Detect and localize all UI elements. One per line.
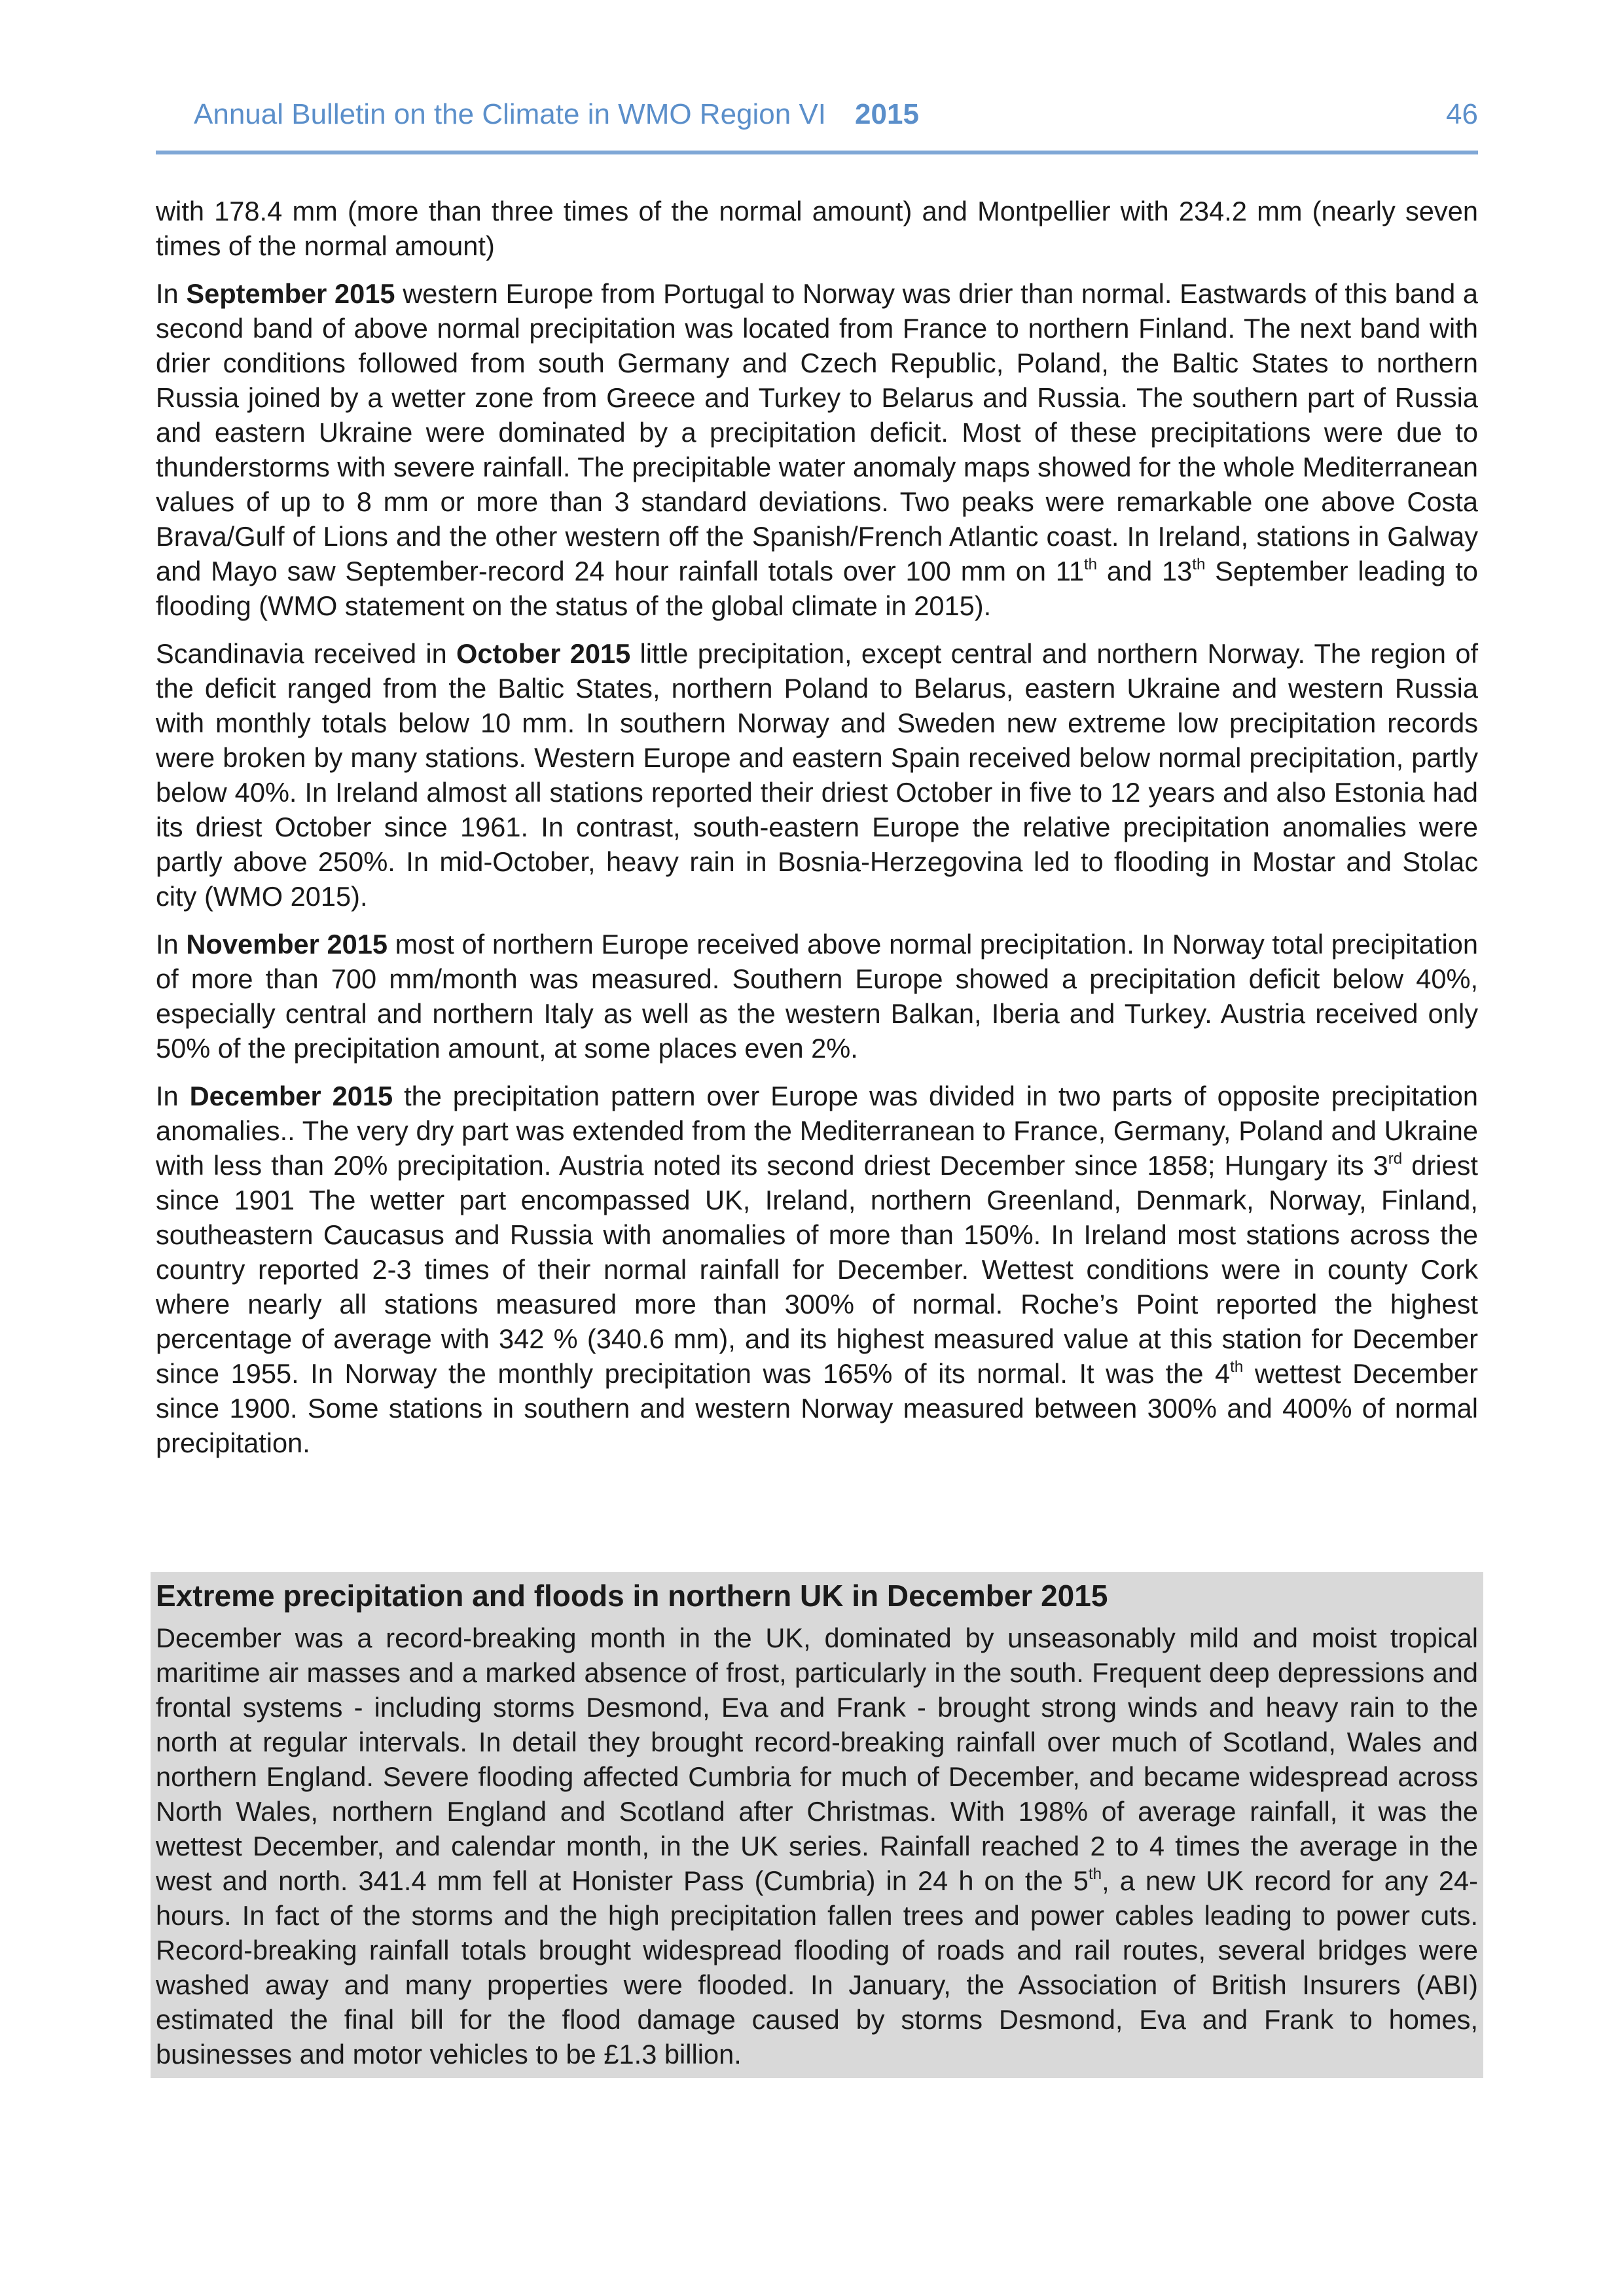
paragraph-november (156, 927, 1478, 1066)
text-run: Scandinavia received in (156, 638, 456, 669)
bulletin-title-text: Annual Bulletin on the Climate in WMO Region VI (194, 98, 827, 130)
main-text (156, 194, 1478, 1473)
paragraph-september (156, 276, 1478, 623)
text-run: the precipitation pattern over Europe was divided in two parts of opposite precipitation anomalies.. The very dry part was extended from the Mediterranean to France, Germany, Poland and Ukraine with less than 20% precipitation. Austria noted its second driest December since 1858; Hungary its 3 (156, 1081, 1478, 1181)
text-run: In (156, 1081, 190, 1111)
paragraph-text: with 178.4 mm (more than three times of the normal amount) and Montpellier with 234.2 mm (nearly seven times of the normal amount) (156, 196, 1478, 261)
text-run: most of northern Europe received above normal precipitation. In Norway total precipitation of more than 700 mm/month was measured. Southern Europe showed a precipitation deficit below 40%, especially central and northern Italy as well as the western Balkan, Iberia and Turkey. Austria received only 50% of the precipitation amount, at some places even 2%. (156, 929, 1479, 1064)
box-paragraph (156, 1621, 1478, 2072)
highlight-box (151, 1572, 1483, 2078)
box-title: Extreme precipitation and floods in northern UK in December 2015 (156, 1579, 1108, 1613)
page-number: 46 (1446, 98, 1478, 130)
page-header (156, 89, 1478, 154)
ordinal-suffix: rd (1388, 1149, 1403, 1168)
month-label: December 2015 (189, 1081, 393, 1111)
text-run: , a new UK record for any 24-hours. In fact of the storms and the high precipitation fallen trees and power cables leading to power cuts. Record-breaking rainfall totals brought widespread flooding of roads and rail routes, several bridges were washed away and many properties were flooded. In January, the Association of British Insurers (ABI) estimated the final bill for the flood damage caused by storms Desmond, Eva and Frank to homes, businesses and motor vehicles to be £1.3 billion. (156, 1865, 1479, 2070)
text-run: western Europe from Portugal to Norway was drier than normal. Eastwards of this band a second band of above normal precipitation was located from France to northern Finland. The next band with drier conditions followed from south Germany and Czech Republic, Poland, the Baltic States to northern Russia joined by a wetter zone from Greece and Turkey to Belarus and Russia. The southern part of Russia and eastern Ukraine were dominated by a precipitation deficit. Most of these precipitations were due to thunderstorms with severe rainfall. The precipitable water anomaly maps showed for the whole Mediterranean values of up to 8 mm or more than 3 standard deviations. Two peaks were remarkable one above Costa Brava/Gulf of Lions and the other western off the Spanish/French Atlantic coast. In Ireland, stations in Galway and Mayo saw September-record 24 hour rainfall totals over 100 mm on 11 (156, 278, 1479, 586)
bulletin-title (194, 98, 919, 131)
text-run: September leading to flooding (WMO statement on the status of the global climate in 2015). (156, 556, 1478, 621)
month-label: November 2015 (186, 929, 388, 960)
ordinal-suffix: th (1083, 555, 1098, 573)
bulletin-year: 2015 (855, 98, 919, 130)
month-label: October 2015 (456, 638, 631, 669)
paragraph-december (156, 1079, 1478, 1460)
paragraph-october (156, 636, 1478, 914)
text-run: In (156, 278, 187, 309)
text-run: December was a record-breaking month in the UK, dominated by unseasonably mild and moist tropical maritime air masses and a marked absence of frost, particularly in the south. Frequent deep depressions and frontal systems - including storms Desmond, Eva and Frank - brought strong winds and heavy rain to the north at regular intervals. In detail they brought record-breaking rainfall over much of Scotland, Wales and northern England. Severe flooding affected Cumbria for much of December, and became widespread across North Wales, northern England and Scotland after Christmas. With 198% of average rainfall, it was the wettest December, and calendar month, in the UK series. Rainfall reached 2 to 4 times the average in the west and north. 341.4 mm fell at Honister Pass (Cumbria) in 24 h on the 5 (156, 1623, 1478, 1896)
text-run: wettest December since 1900. Some stations in southern and western Norway measured between 300% and 400% of normal precipitation. (156, 1358, 1479, 1458)
text-run: driest since 1901 The wetter part encompassed UK, Ireland, northern Greenland, Denmark, Norway, Finland, southeastern Caucasus and Russia with anomalies of more than 150%. In Ireland most stations across the country reported 2-3 times of their normal rainfall for December. Wettest conditions were in county Cork where nearly all stations measured more than 300% of normal. Roche’s Point reported the highest percentage of average with 342 % (340.6 mm), and its highest measured value at this station for December since 1955. In Norway the monthly precipitation was 165% of its normal. It was the 4 (156, 1150, 1478, 1389)
text-run: and 13 (1097, 556, 1193, 586)
text-run: In (156, 929, 187, 960)
month-label: September 2015 (186, 278, 395, 309)
paragraph-continuation (156, 194, 1478, 263)
ordinal-suffix: th (1088, 1865, 1102, 1883)
ordinal-suffix: th (1230, 1357, 1244, 1376)
ordinal-suffix: th (1192, 555, 1206, 573)
text-run: little precipitation, except central and northern Norway. The region of the deficit ranged from the Baltic States, northern Poland to Belarus, eastern Ukraine and western Russia with monthly totals below 10 mm. In southern Norway and Sweden new extreme low precipitation records were broken by many stations. Western Europe and eastern Spain received below normal precipitation, partly below 40%. In Ireland almost all stations reported their driest October in five to 12 years and also Estonia had its driest October since 1961. In contrast, south-eastern Europe the relative precipitation anomalies were partly above 250%. In mid-October, heavy rain in Bosnia-Herzegovina led to flooding in Mostar and Stolac city (WMO 2015). (156, 638, 1479, 912)
